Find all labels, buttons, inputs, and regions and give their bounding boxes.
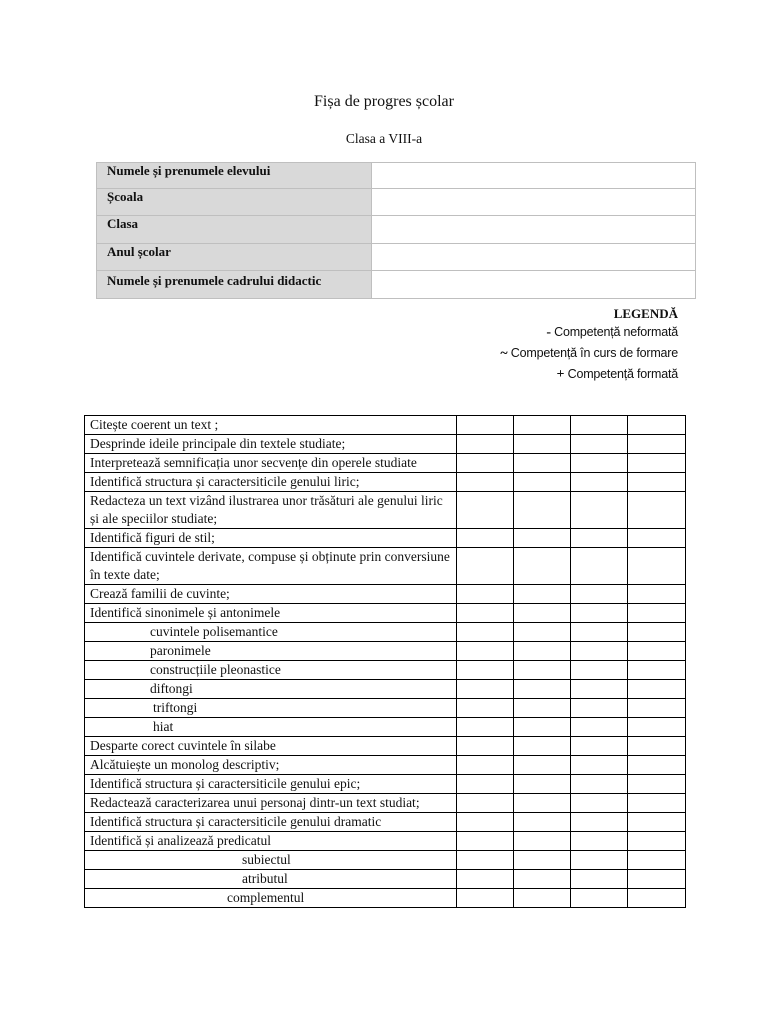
competency-row xyxy=(85,548,686,585)
assessment-cell[interactable] xyxy=(628,416,686,435)
assessment-cell[interactable] xyxy=(628,680,686,699)
competency-row xyxy=(85,416,686,435)
assessment-cell[interactable] xyxy=(457,832,514,851)
assessment-cell[interactable] xyxy=(457,416,514,435)
competency-text: hiat xyxy=(85,718,457,737)
assessment-cell[interactable] xyxy=(514,737,571,756)
competency-row xyxy=(85,775,686,794)
assessment-cell[interactable] xyxy=(571,870,628,889)
assessment-cell[interactable] xyxy=(628,661,686,680)
competency-row xyxy=(85,661,686,680)
assessment-cell[interactable] xyxy=(628,756,686,775)
student-info-table xyxy=(96,162,696,299)
assessment-cell[interactable] xyxy=(571,889,628,908)
assessment-cell[interactable] xyxy=(571,548,628,585)
assessment-cell[interactable] xyxy=(514,548,571,585)
assessment-cell[interactable] xyxy=(571,851,628,870)
assessment-cell[interactable] xyxy=(457,870,514,889)
competency-row xyxy=(85,889,686,908)
assessment-cell[interactable] xyxy=(514,416,571,435)
assessment-cell[interactable] xyxy=(628,642,686,661)
assessment-cell[interactable] xyxy=(571,416,628,435)
assessment-cell[interactable] xyxy=(457,737,514,756)
competency-row xyxy=(85,435,686,454)
assessment-cell[interactable] xyxy=(628,454,686,473)
legend-text: Competență în curs de formare xyxy=(510,346,678,360)
assessment-cell[interactable] xyxy=(457,718,514,737)
assessment-cell[interactable] xyxy=(628,529,686,548)
competency-text: Redactează caracterizarea unui personaj dintr-un text studiat; xyxy=(85,794,457,813)
assessment-cell[interactable] xyxy=(628,623,686,642)
assessment-cell[interactable] xyxy=(457,699,514,718)
competency-row xyxy=(85,794,686,813)
competency-row xyxy=(85,851,686,870)
assessment-cell[interactable] xyxy=(571,473,628,492)
assessment-cell[interactable] xyxy=(571,604,628,623)
competency-text: cuvintele polisemantice xyxy=(85,623,457,642)
assessment-cell[interactable] xyxy=(457,851,514,870)
assessment-cell[interactable] xyxy=(571,718,628,737)
assessment-cell[interactable] xyxy=(571,492,628,529)
assessment-cell[interactable] xyxy=(571,454,628,473)
info-label: Numele și prenumele cadrului didactic xyxy=(97,271,372,299)
assessment-cell[interactable] xyxy=(571,680,628,699)
legend-heading: LEGENDĂ xyxy=(613,306,678,321)
assessment-cell[interactable] xyxy=(457,529,514,548)
competency-row xyxy=(85,870,686,889)
info-row-school xyxy=(97,189,696,216)
assessment-cell[interactable] xyxy=(628,794,686,813)
assessment-cell[interactable] xyxy=(514,435,571,454)
competency-row xyxy=(85,529,686,548)
assessment-cell[interactable] xyxy=(628,775,686,794)
legend-symbol: - xyxy=(546,325,552,340)
assessment-cell[interactable] xyxy=(457,661,514,680)
assessment-cell[interactable] xyxy=(457,813,514,832)
assessment-cell[interactable] xyxy=(457,585,514,604)
assessment-cell[interactable] xyxy=(628,813,686,832)
assessment-cell[interactable] xyxy=(628,548,686,585)
assessment-cell[interactable] xyxy=(514,832,571,851)
assessment-cell[interactable] xyxy=(457,794,514,813)
assessment-cell[interactable] xyxy=(457,454,514,473)
legend-symbol: ~ xyxy=(500,346,508,361)
info-row-class xyxy=(97,216,696,244)
assessment-cell[interactable] xyxy=(628,492,686,529)
assessment-cell[interactable] xyxy=(514,585,571,604)
assessment-cell[interactable] xyxy=(628,718,686,737)
assessment-cell[interactable] xyxy=(514,870,571,889)
assessment-cell[interactable] xyxy=(514,889,571,908)
assessment-cell[interactable] xyxy=(571,585,628,604)
competency-text: Citește coerent un text ; xyxy=(85,416,457,435)
assessment-cell[interactable] xyxy=(514,813,571,832)
document-title: Fișa de progres școlar xyxy=(314,93,454,110)
competency-row xyxy=(85,718,686,737)
assessment-cell[interactable] xyxy=(457,623,514,642)
assessment-cell[interactable] xyxy=(628,604,686,623)
competency-row xyxy=(85,473,686,492)
assessment-cell[interactable] xyxy=(514,680,571,699)
competency-row xyxy=(85,492,686,529)
assessment-cell[interactable] xyxy=(514,454,571,473)
assessment-cell[interactable] xyxy=(457,889,514,908)
info-value-field[interactable] xyxy=(372,271,696,299)
assessment-cell[interactable] xyxy=(628,737,686,756)
legend-item xyxy=(500,364,678,385)
assessment-cell[interactable] xyxy=(514,473,571,492)
assessment-cell[interactable] xyxy=(571,813,628,832)
assessment-cell[interactable] xyxy=(514,756,571,775)
competency-row xyxy=(85,756,686,775)
assessment-cell[interactable] xyxy=(628,870,686,889)
competency-text: paronimele xyxy=(85,642,457,661)
competency-text: Identifică sinonimele și antonimele xyxy=(85,604,457,623)
assessment-cell[interactable] xyxy=(628,585,686,604)
competency-row xyxy=(85,699,686,718)
info-value-field[interactable] xyxy=(372,216,696,244)
info-label: Clasa xyxy=(97,216,372,244)
competency-text: Alcătuiește un monolog descriptiv; xyxy=(85,756,457,775)
assessment-cell[interactable] xyxy=(571,832,628,851)
assessment-cell[interactable] xyxy=(514,699,571,718)
info-row-student-name xyxy=(97,163,696,189)
assessment-cell[interactable] xyxy=(457,680,514,699)
competency-text: Desprinde ideile principale din textele studiate; xyxy=(85,435,457,454)
assessment-cell[interactable] xyxy=(457,548,514,585)
info-value-field[interactable] xyxy=(372,163,696,189)
competency-text: Identifică structura și caractersiticile genului epic; xyxy=(85,775,457,794)
legend-text: Competență formată xyxy=(567,367,678,381)
competency-text: Desparte corect cuvintele în silabe xyxy=(85,737,457,756)
assessment-cell[interactable] xyxy=(457,756,514,775)
assessment-cell[interactable] xyxy=(514,623,571,642)
legend-symbol: + xyxy=(556,367,565,382)
assessment-cell[interactable] xyxy=(571,529,628,548)
competency-row xyxy=(85,642,686,661)
assessment-cell[interactable] xyxy=(571,699,628,718)
competency-text: Identifică structura și caractersiticile genului dramatic xyxy=(85,813,457,832)
competency-row xyxy=(85,623,686,642)
legend xyxy=(500,306,678,385)
info-value-field[interactable] xyxy=(372,189,696,216)
assessment-cell[interactable] xyxy=(571,794,628,813)
assessment-cell[interactable] xyxy=(514,492,571,529)
competency-text: Crează familii de cuvinte; xyxy=(85,585,457,604)
assessment-cell[interactable] xyxy=(628,832,686,851)
competency-text: diftongi xyxy=(85,680,457,699)
legend-text: Competență neformată xyxy=(554,325,678,339)
assessment-cell[interactable] xyxy=(514,661,571,680)
assessment-cell[interactable] xyxy=(457,642,514,661)
assessment-cell[interactable] xyxy=(628,699,686,718)
assessment-cell[interactable] xyxy=(571,642,628,661)
competency-text: complementul xyxy=(85,889,457,908)
info-label: Școala xyxy=(97,189,372,216)
competency-row xyxy=(85,680,686,699)
assessment-cell[interactable] xyxy=(571,775,628,794)
assessment-cell[interactable] xyxy=(628,473,686,492)
info-label: Anul școlar xyxy=(97,244,372,271)
assessment-cell[interactable] xyxy=(514,529,571,548)
assessment-cell[interactable] xyxy=(457,604,514,623)
assessment-cell[interactable] xyxy=(514,794,571,813)
assessment-cell[interactable] xyxy=(514,604,571,623)
legend-item xyxy=(500,322,678,343)
competency-row xyxy=(85,585,686,604)
competency-row xyxy=(85,832,686,851)
legend-item xyxy=(500,343,678,364)
document-subtitle: Clasa a VIII-a xyxy=(345,131,423,146)
assessment-cell[interactable] xyxy=(571,661,628,680)
competency-text: Redacteza un text vizând ilustrarea unor trăsături ale genului liric și ale speciilor studiate; xyxy=(85,492,457,529)
competency-row xyxy=(85,454,686,473)
assessment-cell[interactable] xyxy=(628,851,686,870)
assessment-cell[interactable] xyxy=(628,889,686,908)
competency-text: atributul xyxy=(85,870,457,889)
competency-text: Identifică figuri de stil; xyxy=(85,529,457,548)
assessment-cell[interactable] xyxy=(571,435,628,454)
assessment-cell[interactable] xyxy=(571,756,628,775)
competency-text: Identifică și analizează predicatul xyxy=(85,832,457,851)
assessment-cell[interactable] xyxy=(571,737,628,756)
competency-table xyxy=(84,415,686,908)
assessment-cell[interactable] xyxy=(628,435,686,454)
info-value-field[interactable] xyxy=(372,244,696,271)
competency-row xyxy=(85,813,686,832)
competency-row xyxy=(85,737,686,756)
competency-row xyxy=(85,604,686,623)
assessment-cell[interactable] xyxy=(571,623,628,642)
assessment-cell[interactable] xyxy=(514,775,571,794)
info-label: Numele și prenumele elevului xyxy=(97,163,372,189)
assessment-cell[interactable] xyxy=(514,642,571,661)
competency-text: construcțiile pleonastice xyxy=(85,661,457,680)
info-row-school-year xyxy=(97,244,696,271)
assessment-cell[interactable] xyxy=(457,492,514,529)
assessment-cell[interactable] xyxy=(457,435,514,454)
competency-text: triftongi xyxy=(85,699,457,718)
info-row-teacher-name xyxy=(97,271,696,299)
assessment-cell[interactable] xyxy=(514,718,571,737)
assessment-cell[interactable] xyxy=(514,851,571,870)
competency-text: subiectul xyxy=(85,851,457,870)
competency-text: Identifică structura și caractersiticile genului liric; xyxy=(85,473,457,492)
competency-text: Interpretează semnificația unor secvențe din operele studiate xyxy=(85,454,457,473)
assessment-cell[interactable] xyxy=(457,775,514,794)
assessment-cell[interactable] xyxy=(457,473,514,492)
competency-text: Identifică cuvintele derivate, compuse și obținute prin conversiune în texte date; xyxy=(85,548,457,585)
